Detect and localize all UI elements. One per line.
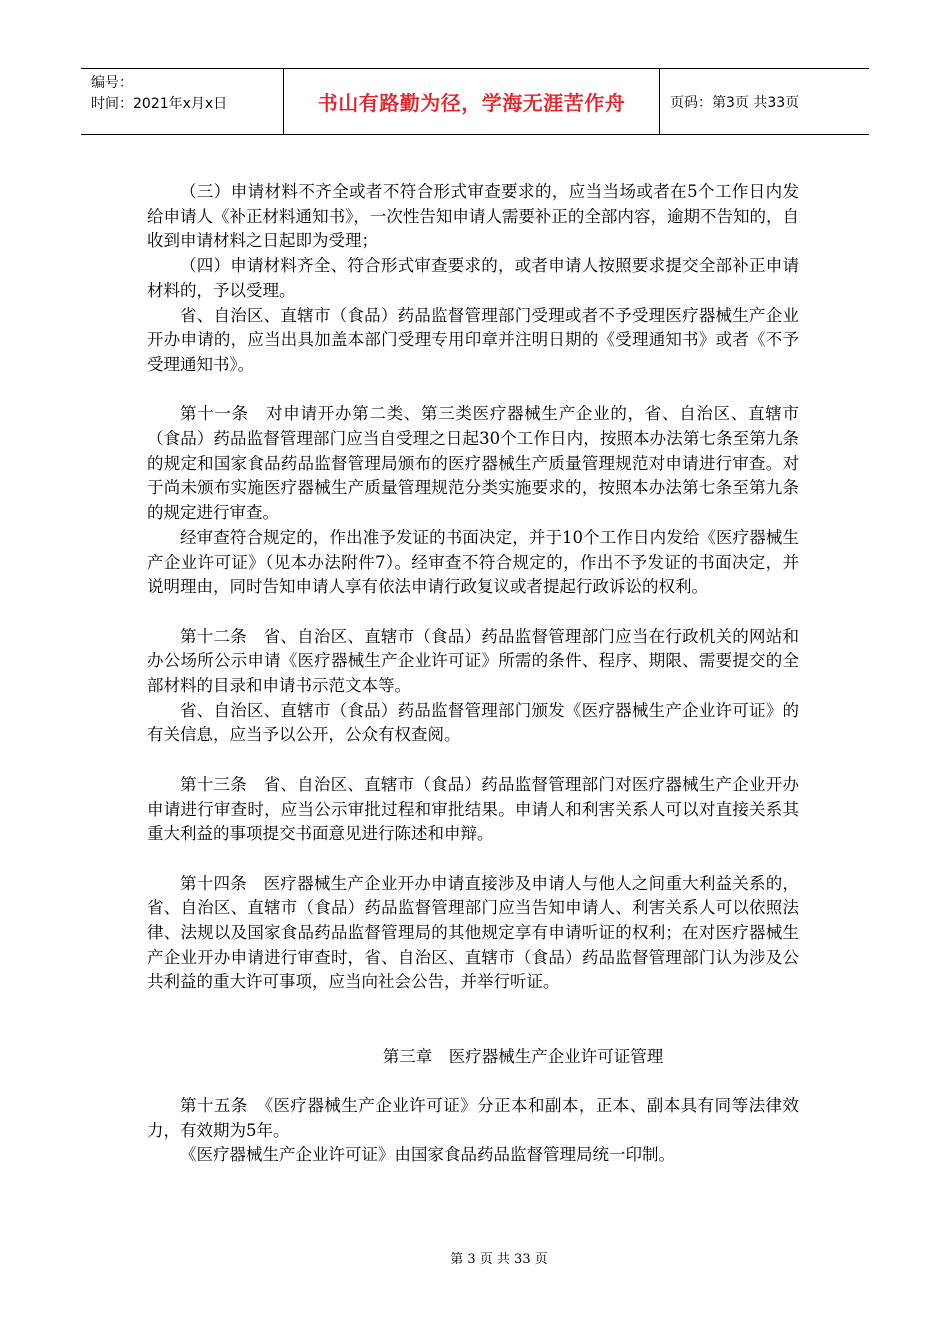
- document-number-label: 编号：: [91, 75, 133, 91]
- paragraph: 省、自治区、直辖市（食品）药品监督管理部门颁发《医疗器械生产企业许可证》的有关信息，应当予以公开，公众有权查阅。: [147, 700, 799, 745]
- header-motto: 书山有路勤为径，学海无涯苦作舟: [284, 69, 660, 134]
- article-11: 第十一条 对申请开办第二类、第三类医疗器械生产企业的，省、自治区、直辖市（食品）药品监督管理部门应当自受理之日起30个工作日内，按照本办法第七条至第九条的规定和国家食品药品监督管理局颁布的医疗器械生产质量管理规范对申请进行审查。对于尚未颁布实施医疗器械生产质量管理规范分类实施要求的，按照本办法第七条至第九条的规定进行审查。: [147, 404, 799, 523]
- document-body: [147, 180, 799, 1168]
- paragraph: （四）申请材料齐全、符合形式审查要求的，或者申请人按照要求提交全部补正申请材料的，予以受理。: [147, 256, 799, 300]
- page-footer: 第 3 页 共 33 页: [450, 1252, 548, 1267]
- article-15: 第十五条 《医疗器械生产企业许可证》分正本和副本，正本、副本具有同等法律效力，有效期为5年。: [147, 1095, 799, 1140]
- header-meta: [81, 69, 284, 134]
- paragraph: （三）申请材料不齐全或者不符合形式审查要求的，应当当场或者在5个工作日内发给申请人《补正材料通知书》，一次性告知申请人需要补正的全部内容，逾期不告知的，自收到申请材料之日起即为受理；: [147, 182, 799, 251]
- page-header: [81, 68, 869, 135]
- article-14: 第十四条 医疗器械生产企业开办申请直接涉及申请人与他人之间重大利益关系的，省、自治区、直辖市（食品）药品监督管理部门应当告知申请人、利害关系人可以依照法律、法规以及国家食品药品监督管理局的其他规定享有申请听证的权利；在对医疗器械生产企业开办申请进行审查时，省、自治区、直辖市（食品）药品监督管理部门认为涉及公共利益的重大许可事项，应当向社会公告，并举行听证。: [147, 873, 799, 992]
- article-12: 第十二条 省、自治区、直辖市（食品）药品监督管理部门应当在行政机关的网站和办公场所公示申请《医疗器械生产企业许可证》所需的条件、程序、期限、需要提交的全部材料的目录和申请书示范文本等。: [147, 626, 799, 696]
- paragraph: 经审查符合规定的，作出准予发证的书面决定，并于10个工作日内发给《医疗器械生产企业许可证》（见本办法附件7）。经审查不符合规定的，作出不予发证的书面决定，并说明理由，同时告知申请人享有依法申请行政复议或者提起行政诉讼的权利。: [147, 527, 799, 597]
- chapter-heading: 第三章 医疗器械生产企业许可证管理: [382, 1046, 664, 1066]
- document-date: 时间：2021年x月x日: [91, 96, 228, 112]
- header-page-info: 页码：第3页 共33页: [670, 94, 800, 111]
- paragraph: 省、自治区、直辖市（食品）药品监督管理部门受理或者不予受理医疗器械生产企业开办申请的，应当出具加盖本部门受理专用印章并注明日期的《受理通知书》或者《不予受理通知书》。: [147, 305, 799, 374]
- article-13: 第十三条 省、自治区、直辖市（食品）药品监督管理部门对医疗器械生产企业开办申请进行审查时，应当公示审批过程和审批结果。申请人和利害关系人可以对直接关系其重大利益的事项提交书面意见进行陈述和申辩。: [147, 774, 799, 844]
- paragraph: 《医疗器械生产企业许可证》由国家食品药品监督管理局统一印制。: [180, 1145, 675, 1165]
